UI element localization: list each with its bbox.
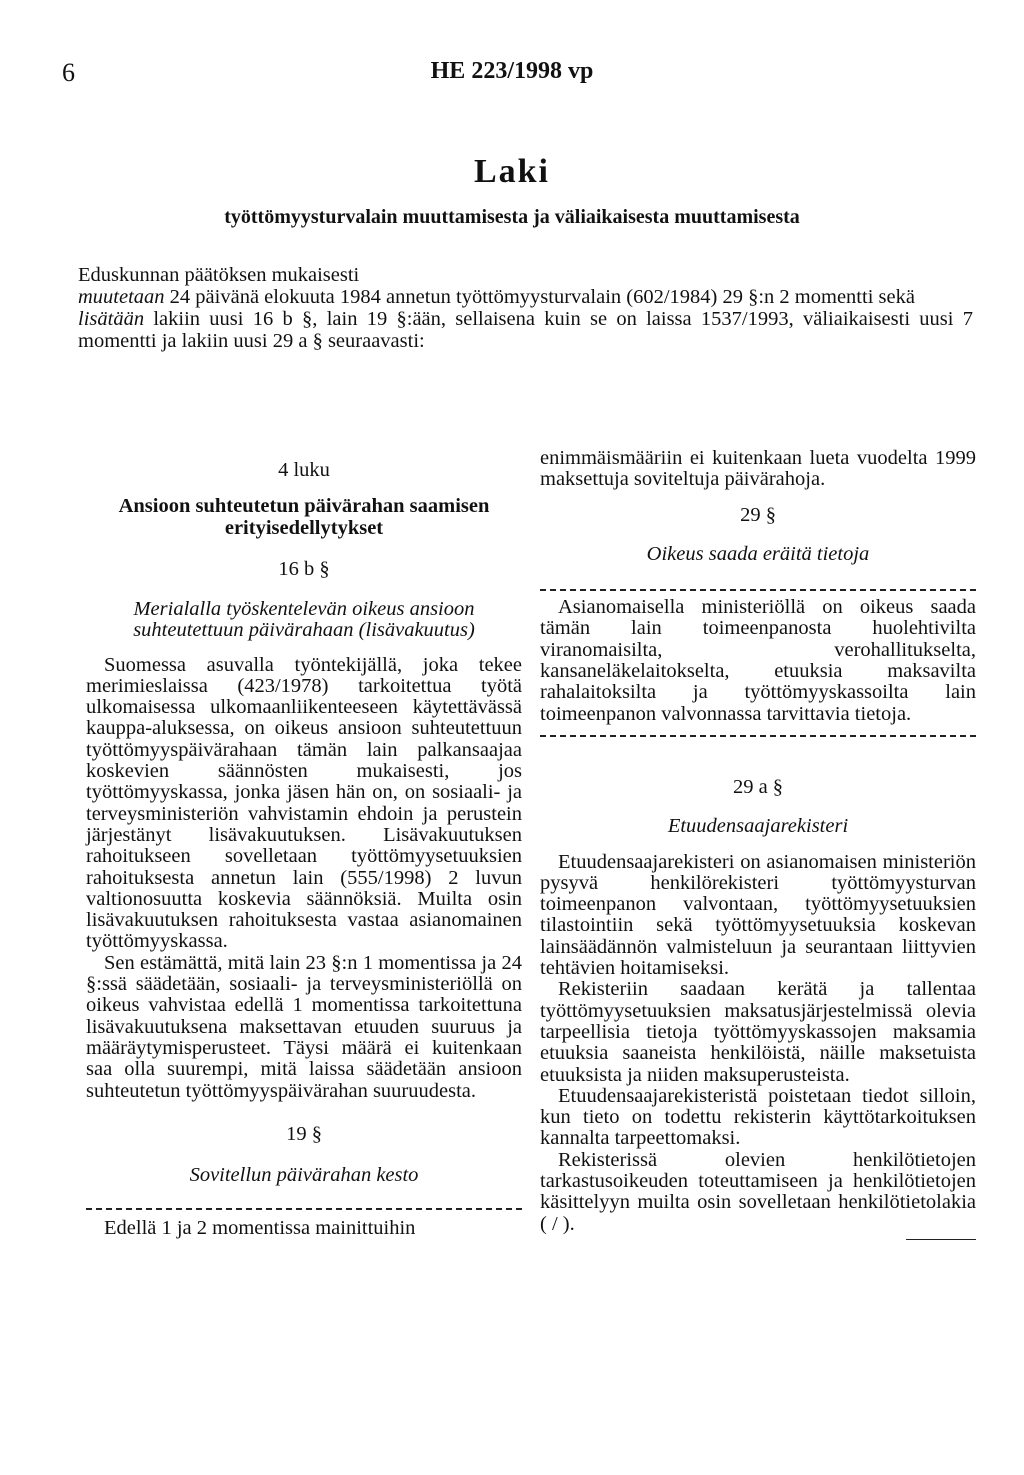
- preamble: [78, 264, 973, 352]
- chapter-title: Ansioon suhteutetun päivärahan saamisen erityisedellytykset: [118, 495, 490, 540]
- section-29a-paragraph-4: Rekisterissä olevien henkilötietojen tarkastusoikeuden toteuttamiseen ja henkilötietojen käsittelyyn muilta osin sovelletaan henkilötietolakia ( / ).: [540, 1148, 976, 1235]
- running-title: HE 223/1998 vp: [430, 58, 594, 84]
- preamble-addition: [78, 308, 973, 352]
- omission-line: [540, 589, 976, 591]
- section-29a-paragraph-1: Etuudensaajarekisteri on asianomaisen ministeriön pysyvä henkilörekisteri työttömyysturvan toimeenpanon valvontaan, työttömyysetuuksien tilastointiin sekä työttömyysetuuksia koskevan lainsäädännön valmisteluun ja seurantaan liittyvien tehtävien hoitamiseksi.: [540, 850, 976, 980]
- section-19-paragraph: Edellä 1 ja 2 momentissa mainittuihin: [104, 1217, 416, 1240]
- preamble-amendment: [78, 286, 973, 308]
- section-19-continuation: enimmäismääriin ei kuitenkaan lueta vuodelta 1999 maksettuja soviteltuja päivärahoja.: [540, 447, 976, 491]
- section-19-number: 19 §: [286, 1122, 322, 1145]
- right-column: [540, 448, 976, 1240]
- preamble-enactment: Eduskunnan päätöksen mukaisesti: [78, 264, 360, 286]
- law-title: Laki: [473, 153, 551, 190]
- section-29a-paragraph-3: Etuudensaajarekisteristä poistetaan tiedot silloin, kun tieto on todettu rekisterin käyttötarkoituksen kannalta tarpeettomaksi.: [540, 1084, 976, 1150]
- section-19-heading: Sovitellun päivärahan kesto: [189, 1164, 419, 1187]
- add-text: lakiin uusi 16 b §, lain 19 §:ään, sellaisena kuin se on laissa 1537/1993, väliaikaisesti uusi 7 momentti ja lakiin uusi 29 a § seuraavasti:: [78, 308, 973, 352]
- add-verb: lisätään: [78, 308, 145, 330]
- amend-text: 24 päivänä elokuuta 1984 annetun työttömyysturvalain (602/1984) 29 §:n 2 momentti sekä: [164, 286, 915, 308]
- law-subtitle: työttömyysturvalain muuttamisesta ja väliaikaisesta muuttamisesta: [224, 206, 800, 228]
- section-16b-number: 16 b §: [278, 558, 330, 581]
- section-29-number: 29 §: [740, 503, 776, 526]
- amend-verb: muutetaan: [78, 286, 165, 308]
- section-29a-heading: Etuudensaajarekisteri: [667, 815, 849, 838]
- section-16b-heading: Merialalla työskentelevän oikeus ansioon suhteutettuun päivärahaan (lisävakuutus): [133, 597, 475, 641]
- omission-line: [86, 1208, 522, 1210]
- end-rule: [906, 1239, 976, 1240]
- section-29a-number: 29 a §: [732, 775, 784, 798]
- section-29-paragraph: Asianomaisella ministeriöllä on oikeus saada tämän lain toimeenpanosta huolehtivilta viranomaisilta, verohallitukselta, kansaneläkelaitokselta, etuuksia maksavilta rahalaitoksilta ja työttömyyskassoilta lain toimeenpanon valvonnassa tarvittavia tietoja.: [540, 596, 976, 725]
- section-29a-paragraph-2: Rekisteriin saadaan kerätä ja tallentaa työttömyysetuuksien maksatusjärjestelmissä olevia tarpeellisia tietoja työttömyyskassojen maksamia etuuksia saaneista henkilöistä, näille maksetuista etuuksista ja niiden maksuperusteista.: [540, 978, 976, 1086]
- left-column: [86, 448, 522, 1240]
- omission-line: [540, 735, 976, 737]
- page-number: 6: [62, 58, 75, 87]
- section-16b-paragraph-1: Suomessa asuvalla työntekijällä, joka tekee merimieslaissa (423/1978) tarkoitettua työtä ulkomaisessa ulkomaanliikenteeseen käytettävässä kauppa-aluksessa, on oikeus ansioon suhteutettuun työttömyyspäivärahaan tämän lain palkansaajaa koskevien säännösten mukaisesti, jos työttömyyskassa, jonka jäsen hän on, on sosiaali- ja terveysministeriön vahvistamin ehdoin ja perustein järjestänyt lisävakuutuksen. Lisävakuutuksen rahoitukseen sovelletaan työttömyysetuuksien rahoituksesta annetun lain (555/1998) 2 luvun valtionosuutta koskevia säännöksiä. Muilta osin lisävakuutuksen rahoituksesta vastaa asianomainen työttömyyskassa.: [86, 653, 522, 953]
- section-16b-paragraph-2: Sen estämättä, mitä lain 23 §:n 1 momentissa ja 24 §:ssä säädetään, sosiaali- ja terveysministeriöllä on oikeus vahvistaa edellä 1 momentissa tarkoitettuna lisävakuutuksena maksettavan etuuden suuruus ja määräytymisperusteet. Täysi määrä ei kuitenkaan saa olla suurempi, mitä laissa säädetään ansioon suhteutetun työttömyyspäivärahan suuruudesta.: [86, 951, 522, 1102]
- chapter-number: 4 luku: [278, 459, 330, 481]
- section-29-heading: Oikeus saada eräitä tietoja: [646, 542, 870, 565]
